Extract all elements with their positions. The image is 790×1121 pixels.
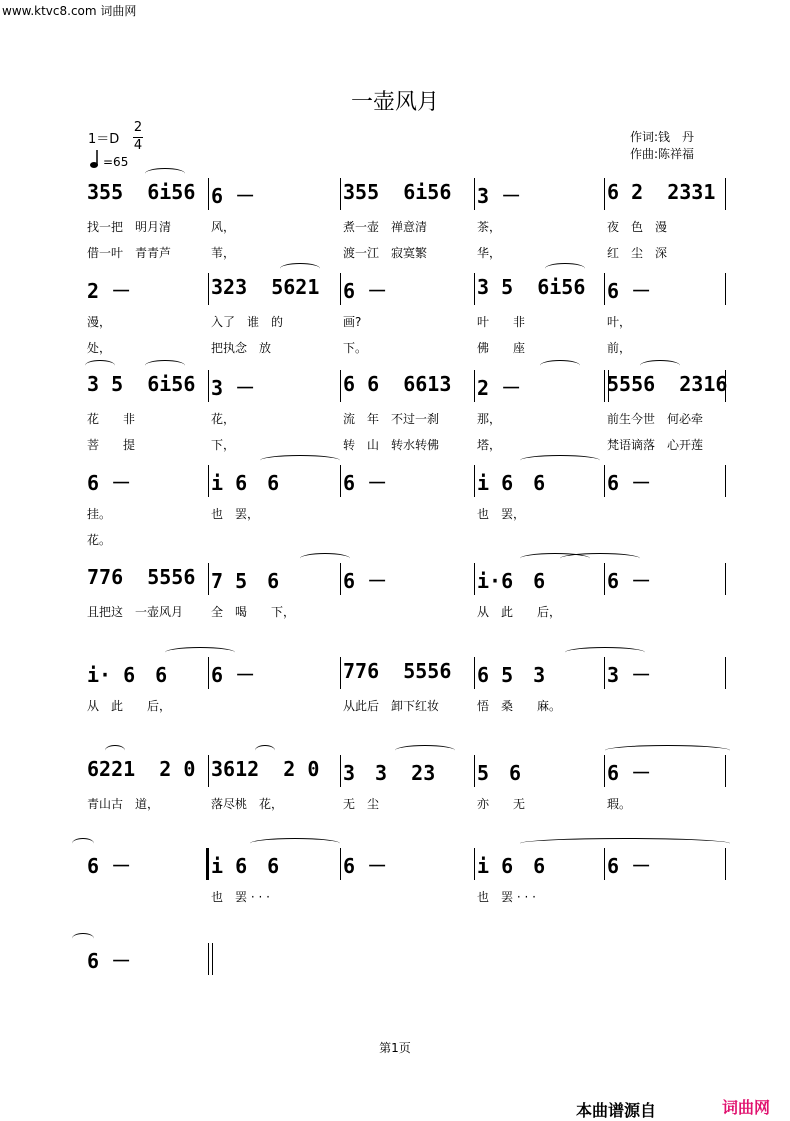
score-system	[0, 848, 790, 944]
lyric-verse-1: 也 罢 · · ·	[477, 890, 536, 904]
measure: 5556 2316	[607, 372, 728, 396]
measure: i 6 6	[211, 471, 280, 495]
score-system	[0, 178, 790, 274]
lyric-verse-1: 青山古 道，	[87, 797, 160, 811]
song-title: 一壶风月	[350, 90, 439, 115]
barline	[725, 848, 726, 880]
lyric-verse-1: 从 此 后，	[477, 605, 562, 619]
lyric-verse-1: 且把这 一壶风月	[87, 605, 184, 619]
measure: 2 －	[477, 376, 522, 400]
slur	[640, 360, 680, 371]
lyric-verse-2: 佛 座	[477, 341, 526, 355]
measure: 3612 2 0	[211, 757, 320, 781]
measure: 3 5 6i56	[477, 275, 586, 299]
meter-top: 2	[133, 120, 143, 135]
measure: 6 2 2331	[607, 180, 716, 204]
slur	[145, 168, 185, 179]
lyric-verse-1: 夜 色 漫	[607, 220, 668, 234]
lyric-verse-1: 茶，	[477, 220, 502, 234]
barline	[604, 755, 605, 787]
measure: 5 6	[477, 761, 522, 785]
barline	[208, 657, 209, 689]
measure: 776 5556	[87, 565, 196, 589]
measure: 323 5621	[211, 275, 320, 299]
slur	[165, 647, 235, 658]
meter-divider	[133, 137, 143, 138]
slur	[280, 263, 320, 274]
slur	[105, 745, 125, 756]
measure: 7 5 6	[211, 569, 280, 593]
lyric-verse-1: 从此后 卸下红妆	[343, 699, 440, 713]
barline	[208, 273, 209, 305]
barline	[604, 563, 605, 595]
barline	[725, 563, 726, 595]
barline	[474, 755, 475, 787]
barline	[340, 657, 341, 689]
measure: 6221 2 0	[87, 757, 196, 781]
barline	[208, 755, 209, 787]
lyric-verse-1: 漫，	[87, 315, 112, 329]
lyric-verse-1: 叶，	[607, 315, 632, 329]
barline	[340, 465, 341, 497]
slur	[72, 838, 94, 849]
barline	[474, 657, 475, 689]
barline	[474, 465, 475, 497]
lyric-verse-2: 菩 提	[87, 438, 136, 452]
measure: 355 6i56	[87, 180, 196, 204]
lyric-verse-2: 塔，	[477, 438, 502, 452]
slur	[545, 263, 585, 274]
final-barline	[208, 943, 209, 975]
measure: 6 －	[607, 279, 652, 303]
barline	[340, 273, 341, 305]
lyric-verse-1: 无 尘	[343, 797, 380, 811]
score-system	[0, 563, 790, 659]
score-system	[0, 273, 790, 369]
barline	[725, 657, 726, 689]
lyric-verse-1: 亦 无	[477, 797, 526, 811]
measure: 6 －	[87, 854, 132, 878]
lyric-verse-2: 下，	[211, 438, 236, 452]
measure: 6 6 6613	[343, 372, 452, 396]
barline	[604, 370, 605, 402]
slur	[260, 455, 340, 466]
score-system	[0, 465, 790, 561]
slur	[300, 553, 350, 564]
lyric-verse-1: 叶 非	[477, 315, 526, 329]
lyric-verse-1: 前生今世 何必牵	[607, 412, 704, 426]
barline	[604, 273, 605, 305]
lyric-verse-1: 找一把 明月清	[87, 220, 172, 234]
lyric-verse-2: 把执念 放	[211, 341, 272, 355]
lyric-verse-1: 煮一壶 禅意清	[343, 220, 428, 234]
measure: 6 －	[343, 854, 388, 878]
barline	[208, 370, 209, 402]
lyric-verse-1: 落尽桃 花，	[211, 797, 284, 811]
lyric-verse-2: 转 山 转水转佛	[343, 438, 440, 452]
measure: 6 －	[607, 854, 652, 878]
lyric-verse-1: 花，	[211, 412, 236, 426]
barline	[604, 178, 605, 210]
repeat-barline	[206, 848, 209, 880]
lyric-verse-1: 花 非	[87, 412, 136, 426]
lyric-verse-1: 悟 桑 麻。	[477, 699, 562, 713]
lyric-verse-2: 处，	[87, 341, 112, 355]
measure: 3 －	[477, 184, 522, 208]
barline	[474, 178, 475, 210]
measure: 6 －	[87, 471, 132, 495]
measure: 355 6i56	[343, 180, 452, 204]
lyric-verse-1: 全 喝 下，	[211, 605, 296, 619]
lyric-verse-2: 渡一江 寂寞繁	[343, 246, 428, 260]
score-system	[0, 943, 790, 1039]
lyric-verse-2: 下。	[343, 341, 368, 355]
measure: 6 －	[607, 761, 652, 785]
barline	[208, 465, 209, 497]
barline	[340, 370, 341, 402]
slur	[605, 745, 730, 756]
barline	[340, 848, 341, 880]
lyric-verse-2: 花。	[87, 533, 112, 547]
barline	[725, 178, 726, 210]
barline	[340, 178, 341, 210]
slur	[145, 360, 185, 371]
measure: 6 －	[343, 569, 388, 593]
barline	[604, 848, 605, 880]
measure: 3 5 6i56	[87, 372, 196, 396]
slur	[540, 360, 580, 371]
slur	[395, 745, 455, 756]
barline	[208, 563, 209, 595]
measure: i·6 6	[477, 569, 546, 593]
measure: 3 －	[607, 663, 652, 687]
measure: 6 5 3	[477, 663, 546, 687]
lyric-verse-1: 入了 谁 的	[211, 315, 284, 329]
barline	[340, 755, 341, 787]
barline	[725, 273, 726, 305]
lyric-verse-1: 从 此 后，	[87, 699, 172, 713]
lyric-verse-2: 梵语谪落 心开莲	[607, 438, 704, 452]
score-system	[0, 370, 790, 466]
measure: 6 －	[607, 569, 652, 593]
lyric-verse-1: 也 罢，	[211, 507, 260, 521]
lyric-verse-1: 风，	[211, 220, 236, 234]
measure: i· 6 6	[87, 663, 168, 687]
slur	[72, 933, 94, 944]
barline	[604, 657, 605, 689]
lyric-verse-1: 也 罢 · · ·	[211, 890, 270, 904]
key-signature: 1＝D	[88, 132, 120, 147]
measure: i 6 6	[477, 471, 546, 495]
barline	[474, 848, 475, 880]
lyric-verse-2: 前，	[607, 341, 632, 355]
lyric-verse-1: 瑕。	[607, 797, 632, 811]
lyricist-credit: 作词:钱 丹	[630, 130, 695, 144]
source-label: 本曲谱源自	[576, 1101, 657, 1120]
site-logo: 词曲网	[722, 1098, 771, 1117]
composer-credit: 作曲:陈祥福	[630, 147, 695, 161]
barline	[474, 273, 475, 305]
slur	[520, 838, 730, 849]
barline	[474, 563, 475, 595]
lyric-verse-2: 借一叶 青青芦	[87, 246, 172, 260]
barline	[474, 370, 475, 402]
lyric-verse-1: 那，	[477, 412, 502, 426]
barline	[340, 563, 341, 595]
slur	[565, 647, 645, 658]
meter-bottom: 4	[133, 138, 143, 153]
measure: i 6 6	[477, 854, 546, 878]
measure: 2 －	[87, 279, 132, 303]
lyric-verse-2: 华，	[477, 246, 502, 260]
measure: 6 －	[211, 663, 256, 687]
score-system	[0, 755, 790, 851]
measure: 6 －	[343, 471, 388, 495]
measure: 6 －	[343, 279, 388, 303]
slur	[85, 360, 115, 371]
page-number: 第1页	[379, 1041, 411, 1055]
barline	[725, 465, 726, 497]
lyric-verse-1: 画?	[343, 315, 362, 329]
slur	[250, 838, 340, 849]
lyric-verse-1: 流 年 不过一刹	[343, 412, 440, 426]
quarter-note-icon	[88, 148, 104, 170]
slur	[560, 553, 640, 564]
barline	[725, 755, 726, 787]
final-barline	[212, 943, 213, 975]
lyric-verse-2: 苇，	[211, 246, 236, 260]
barline	[604, 465, 605, 497]
measure: 3 3 23	[343, 761, 436, 785]
site-watermark: www.ktvc8.com 词曲网	[2, 4, 137, 18]
measure: 6 －	[607, 471, 652, 495]
slur	[520, 455, 600, 466]
measure: 3 －	[211, 376, 256, 400]
measure: 6 －	[211, 184, 256, 208]
score-system	[0, 657, 790, 753]
tempo-value: =65	[103, 155, 129, 169]
slur	[255, 745, 275, 756]
measure: 776 5556	[343, 659, 452, 683]
measure: i 6 6	[211, 854, 280, 878]
barline	[208, 178, 209, 210]
lyric-verse-1: 也 罢，	[477, 507, 526, 521]
lyric-verse-2: 红 尘 深	[607, 246, 668, 260]
lyric-verse-1: 挂。	[87, 507, 112, 521]
measure: 6 －	[87, 949, 132, 973]
